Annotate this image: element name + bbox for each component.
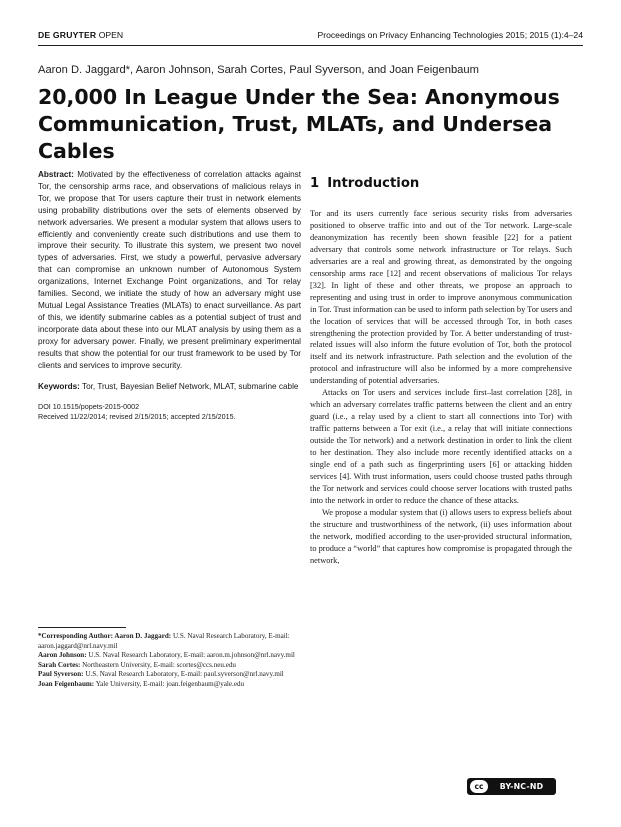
body-paragraph: We propose a modular system that (i) allows users to express beliefs about the structure and trustworthiness of the network, (ii) uses information about the network, modified according to the user-provided structural information, to produce a “world” that captures how compromise is propagated through the network, xyxy=(310,507,572,565)
body-paragraph: Tor and its users currently face serious security risks from adversaries positioned to observe traffic into and out of the Tor network. Large-scale deanonymization has recently been shown feasible [22] for a patient adversary that controls some network infrastructure or Tor relays. Such adversaries are a real and growing threat, as demonstrated by the ongoing censorship arms race [12] and recent observations of malicious Tor relays [32]. In light of these and other threats, we propose an approach to representing and using trust in order to improve anonymous communication in Tor. Trust information can be used to inform path selection by Tor users and the location of services that will be accessed through Tor, in both cases strengthening the protection provided by Tor. A better understanding of trust-related issues will also inform the future evolution of Tor, both the protocol itself and its network infrastructure. Path selection and the evolution of the protocol and infrastructure will also be informed by a more comprehensive understanding of potential adversaries. xyxy=(310,209,573,386)
abstract-label: Abstract: xyxy=(38,170,74,179)
creative-commons-icon: cc xyxy=(470,780,488,793)
footnote-affiliation: U.S. Naval Research Laboratory, E-mail: paul.syverson@nrl.navy.mil xyxy=(85,670,284,679)
running-header xyxy=(38,30,583,44)
footnote-author: Paul Syverson: xyxy=(38,670,84,679)
paper-title: 20,000 In League Under the Sea: Anonymous Communication, Trust, MLATs, and Undersea Cables xyxy=(38,85,560,163)
footnote-affiliation: U.S. Naval Research Laboratory, E-mail: aaron.jaggard@nrl.navy.mil xyxy=(38,632,290,650)
abstract xyxy=(38,169,301,371)
section-number: 1 xyxy=(310,176,320,191)
publisher-name: DE GRUYTER xyxy=(38,30,97,40)
footnote-affiliation: Yale University, E-mail: joan.feigenbaum@yale.edu xyxy=(95,679,245,688)
author-footnotes xyxy=(38,632,303,689)
footnote-item xyxy=(38,661,303,671)
footnote-item xyxy=(38,670,303,680)
left-column xyxy=(38,169,301,422)
section-title: Introduction xyxy=(327,176,420,191)
doi: DOI 10.1515/popets-2015-0002 xyxy=(38,402,140,412)
footnote-item xyxy=(38,680,303,690)
footnote-author: Aaron Johnson: xyxy=(38,651,87,660)
author-list: Aaron D. Jaggard*, Aaron Johnson, Sarah Cortes, Paul Syverson, and Joan Feigenbaum xyxy=(38,64,479,76)
article-meta xyxy=(38,402,301,422)
license-badge xyxy=(467,778,556,795)
received-dates: Received 11/22/2014; revised 2/15/2015; accepted 2/15/2015. xyxy=(38,412,236,422)
right-column xyxy=(310,208,572,567)
license-text: BY-NC-ND xyxy=(499,782,544,791)
keywords xyxy=(38,381,301,393)
footnote-author: Joan Feigenbaum: xyxy=(38,679,95,688)
keywords-label: Keywords: xyxy=(38,382,80,392)
body-paragraph: Attacks on Tor users and services include first–last correlation [28], in which an adversary correlates traffic patterns between the client and an entry guard (i.e., a relay used by a client to start all connections into Tor) with traffic patterns between a Tor exit (i.e., a relay that will initiate connections outside the Tor network) and a network destination in order to link the client to her destination. They also include more recently identified attacks on a single end of a path such as fingerprinting users [6] or attacking hidden services [4]. With trust information, users could choose trusted paths through the Tor network and services could choose server locations with trusted paths into the network in order to reduce the chance of these attacks. xyxy=(310,388,572,505)
abstract-text: Motivated by the effectiveness of correlation attacks against Tor, the censorship arms race, and observations of malicious relays in Tor, we propose that Tor users capture their trust in network elements using probability distributions over the sets of elements observed by network adversaries. We present a modular system that allows users to efficiently and conveniently create such distributions and use them to improve their security. To illustrate this system, we present two novel types of adversaries. First, we study a powerful, pervasive adversary that can compromise an unknown number of Autonomous System organizations, Internet Exchange Point organizations, and Tor relay families. Second, we initiate the study of how an adversary might use Mutual Legal Assistance Treaties (MLATs) to enact surveillance. As part of this, we identify submarine cables as a potential subject of trust and incorporate data about these into our MLAT analysis by using them as a proxy for adversary power. Finally, we present preliminary experimental results that show the potential for our trust framework to be used by Tor clients and services to improve security. xyxy=(38,170,301,370)
publisher xyxy=(38,30,123,40)
footnote-affiliation: U.S. Naval Research Laboratory, E-mail: aaron.m.johnson@nrl.navy.mil xyxy=(88,651,295,660)
keywords-text: Tor, Trust, Bayesian Belief Network, MLAT, submarine cable xyxy=(82,382,299,392)
footnote-rule xyxy=(38,627,126,628)
footnote-affiliation: Northeastern University, E-mail: scortes@ccs.neu.edu xyxy=(82,660,236,669)
footnote-item xyxy=(38,651,303,661)
proceedings-citation: Proceedings on Privacy Enhancing Technologies 2015; 2015 (1):4–24 xyxy=(317,30,583,40)
footnote-item xyxy=(38,632,303,651)
section-heading xyxy=(310,176,419,191)
footnote-author: *Corresponding Author: Aaron D. Jaggard: xyxy=(38,632,172,640)
publisher-suffix: OPEN xyxy=(96,30,124,40)
header-rule xyxy=(38,45,583,46)
footnote-author: Sarah Cortes: xyxy=(38,660,81,669)
